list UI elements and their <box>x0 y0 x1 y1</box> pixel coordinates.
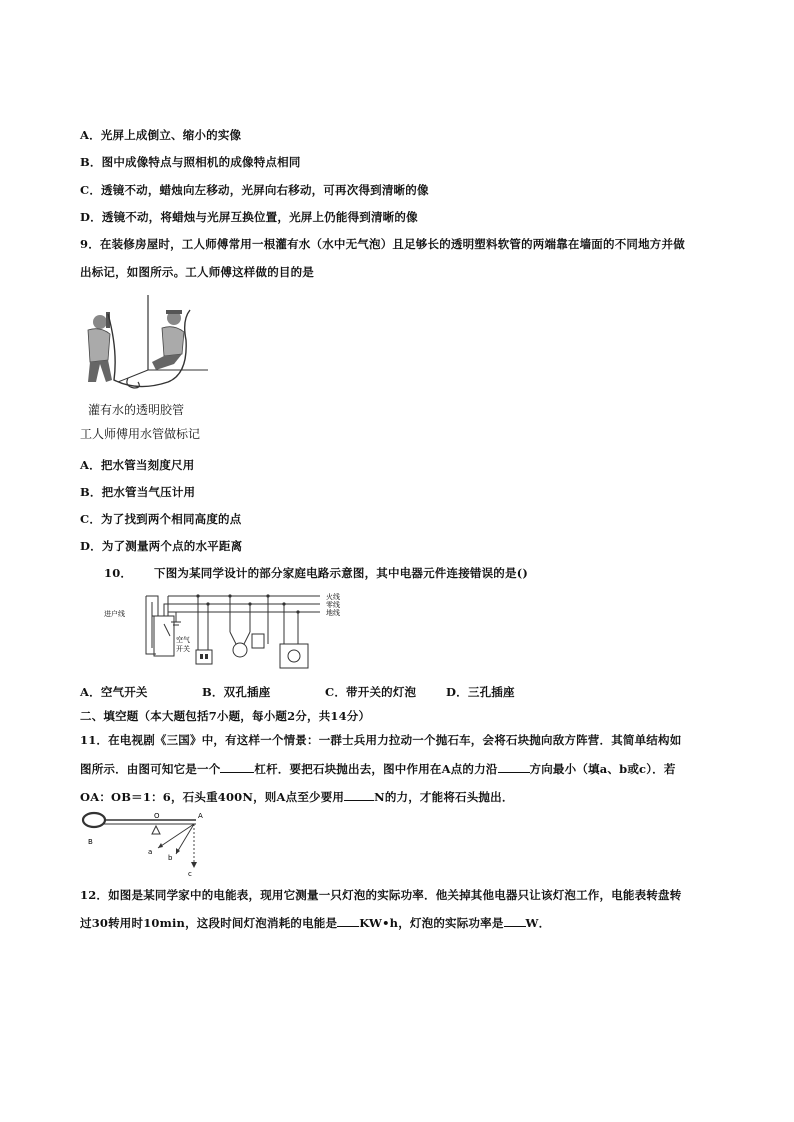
q9-stem-line2: 出标记，如图所示。工人师傅这样做的目的是 <box>80 265 314 279</box>
q11-lever-diagram <box>80 808 220 880</box>
q8-option-b: B．图中成像特点与照相机的成像特点相同 <box>80 155 301 169</box>
q10-stem: 下图为某同学设计的部分家庭电路示意图，其中电器元件连接错误的是() <box>154 566 528 580</box>
q11-line1: 11．在电视剧《三国》中，有这样一个情景：一群士兵用力拉动一个抛石车，会将石块抛向敌方阵营．其简单结构如 <box>80 733 682 747</box>
label-entry-line: 进户线 <box>104 610 125 618</box>
q9-workers-illustration <box>78 290 218 402</box>
q10-option-a: A．空气开关 <box>80 685 148 699</box>
label-o: O <box>154 812 160 820</box>
label-air-switch-1: 空气 <box>176 636 190 644</box>
q11-line2-part-a: 图所示．由图可知它是一个 <box>80 762 221 776</box>
label-air-switch-2: 开关 <box>176 645 190 653</box>
q11-line3-part-a: OA：OB＝1：6，石头重400N，则A点至少要用 <box>80 790 345 804</box>
q8-option-c: C．透镜不动，蜡烛向左移动，光屏向右移动，可再次得到清晰的像 <box>80 183 429 197</box>
label-ground-wire: 地线 <box>326 609 340 617</box>
q9-option-d: D．为了测量两个点的水平距离 <box>80 539 243 553</box>
q11-line3 <box>80 788 514 805</box>
q9-caption-tube: 灌有水的透明胶管 <box>88 403 185 417</box>
q9-option-a: A．把水管当刻度尺用 <box>80 458 195 472</box>
q12-line2 <box>80 914 550 931</box>
q12-line2-part-b: KW•h，灯泡的实际功率是 <box>359 916 504 930</box>
q9-stem-line1: 9．在装修房屋时，工人师傅常用一根灌有水（水中无气泡）且足够长的透明塑料软管的两端靠在墙面的不同地方并做 <box>80 237 685 251</box>
label-force-b: b <box>168 854 173 862</box>
label-force-c: c <box>188 870 192 878</box>
q12-blank-1 <box>337 914 359 927</box>
q10-circuit-diagram <box>80 588 360 674</box>
q11-line2-part-c: 方向最小（填a、b或c）．若 <box>529 762 676 776</box>
q10-option-c: C．带开关的灯泡 <box>325 685 417 699</box>
label-live-wire: 火线 <box>326 593 340 601</box>
q11-line2-part-b: 杠杆．要把石块抛出去，图中作用在A点的力沿 <box>254 762 498 776</box>
q10-option-d: D．三孔插座 <box>446 685 515 699</box>
q12-line1: 12．如图是某同学家中的电能表，现用它测量一只灯泡的实际功率．他关掉其他电器只让该灯泡工作，电能表转盘转 <box>80 888 682 902</box>
q11-line2 <box>80 760 676 777</box>
q8-option-d: D．透镜不动，将蜡烛与光屏互换位置，光屏上仍能得到清晰的像 <box>80 210 418 224</box>
q12-blank-2 <box>504 914 526 927</box>
label-force-a: a <box>148 848 153 856</box>
q11-line3-part-b: N的力，才能将石头抛出． <box>374 790 514 804</box>
section-heading: 二、填空题（本大题包括7小题，每小题2分，共14分） <box>80 709 371 723</box>
label-point-a: A <box>198 812 203 820</box>
q12-line2-part-c: W． <box>525 916 551 930</box>
q9-option-c: C．为了找到两个相同高度的点 <box>80 512 242 526</box>
q11-blank-1 <box>220 760 254 773</box>
q10-number: 10． <box>104 566 133 580</box>
q9-option-b: B．把水管当气压计用 <box>80 485 196 499</box>
q9-caption-figure: 工人师傅用水管做标记 <box>80 427 201 441</box>
q11-blank-2 <box>498 760 530 773</box>
q12-line2-part-a: 过30转用时10min，这段时间灯泡消耗的电能是 <box>80 916 338 930</box>
label-neutral-wire: 零线 <box>326 601 340 609</box>
q11-blank-3 <box>344 788 374 801</box>
q10-option-b: B．双孔插座 <box>202 685 271 699</box>
q8-option-a: A．光屏上成倒立、缩小的实像 <box>80 128 242 142</box>
label-point-b: B <box>88 838 93 846</box>
